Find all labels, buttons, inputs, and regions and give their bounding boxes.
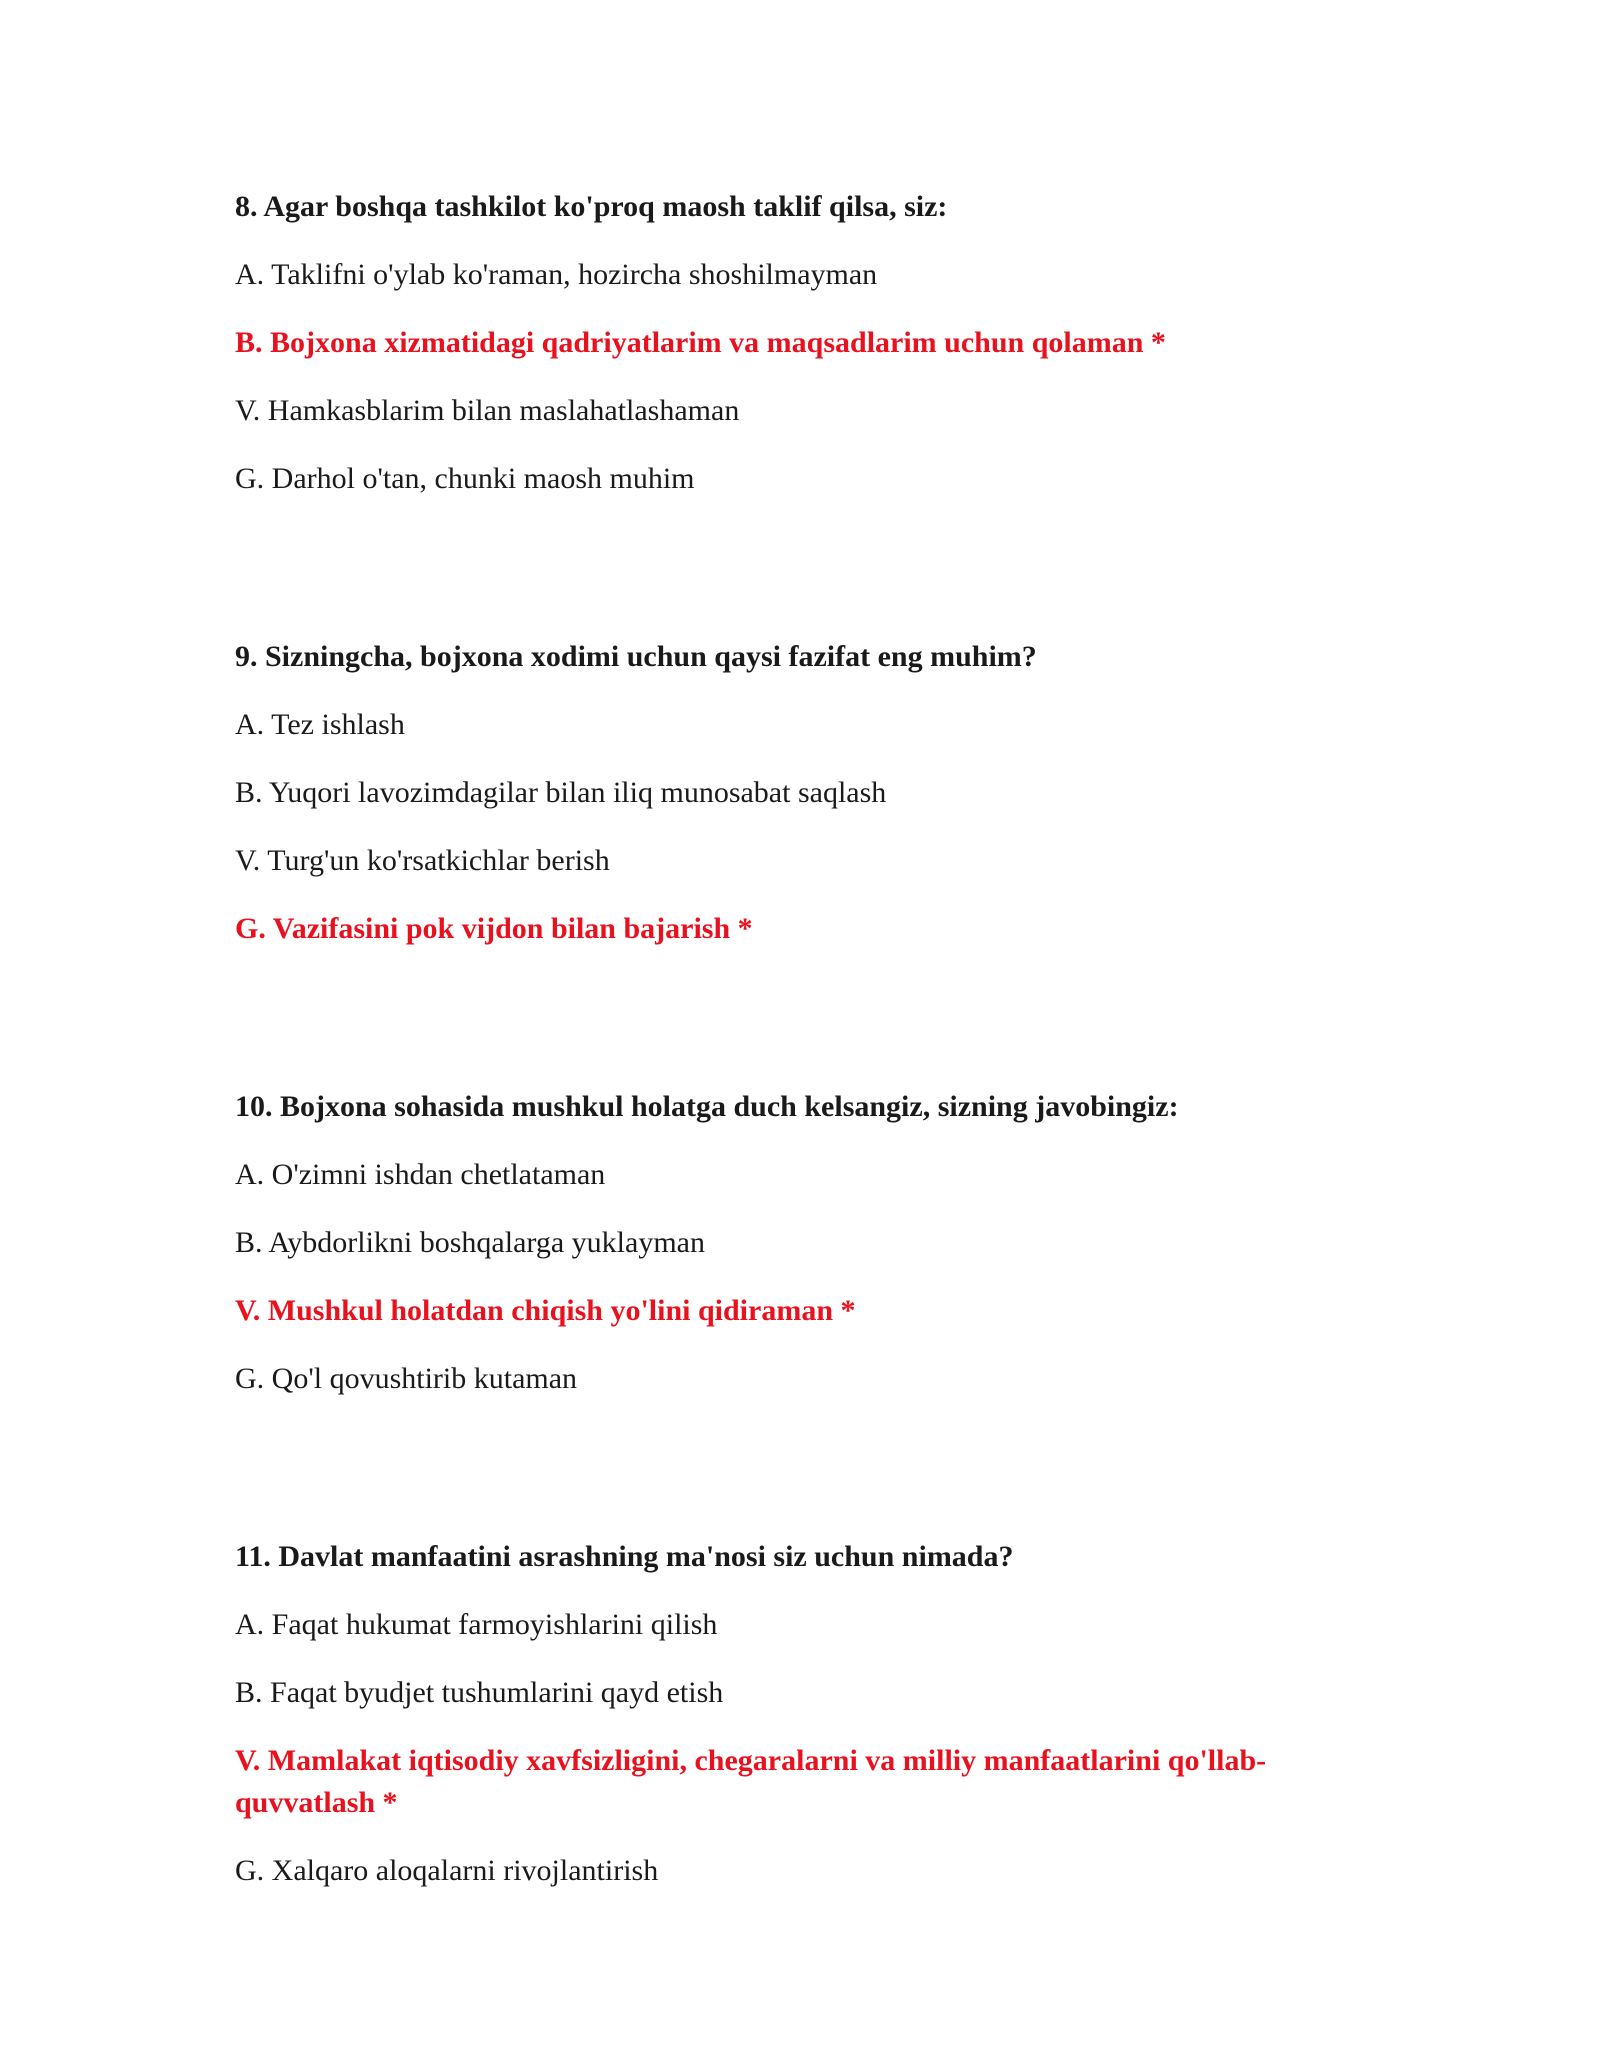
answer-option: V. Hamkasblarim bilan maslahatlashaman bbox=[235, 394, 740, 427]
document-page bbox=[235, 186, 1365, 2028]
question-11 bbox=[235, 1536, 1365, 1892]
question-9 bbox=[235, 636, 1365, 950]
answer-option: B. Aybdorlikni boshqalarga yuklayman bbox=[235, 1226, 705, 1259]
question-title: 11. Davlat manfaatini asrashning ma'nosi siz uchun nimada? bbox=[235, 1540, 1014, 1573]
question-8 bbox=[235, 186, 1365, 500]
correct-answer-option: G. Vazifasini pok vijdon bilan bajarish * bbox=[235, 912, 753, 945]
correct-answer-option: B. Bojxona xizmatidagi qadriyatlarim va maqsadlarim uchun qolaman * bbox=[235, 326, 1166, 359]
question-title: 9. Sizningcha, bojxona xodimi uchun qaysi fazifat eng muhim? bbox=[235, 640, 1037, 673]
answer-option: A. Faqat hukumat farmoyishlarini qilish bbox=[235, 1608, 718, 1641]
answer-option: A. Tez ishlash bbox=[235, 708, 405, 741]
answer-option: G. Qo'l qovushtirib kutaman bbox=[235, 1362, 578, 1395]
answer-option: B. Yuqori lavozimdagilar bilan iliq munosabat saqlash bbox=[235, 776, 887, 809]
answer-option: A. Taklifni o'ylab ko'raman, hozircha shoshilmayman bbox=[235, 258, 878, 291]
answer-option: A. O'zimni ishdan chetlataman bbox=[235, 1158, 606, 1191]
correct-answer-option: V. Mushkul holatdan chiqish yo'lini qidiraman * bbox=[235, 1294, 856, 1327]
answer-option: B. Faqat byudjet tushumlarini qayd etish bbox=[235, 1676, 724, 1709]
correct-answer-option: V. Mamlakat iqtisodiy xavfsizligini, chegaralarni va milliy manfaatlarini qo'llab-quvvatlash * bbox=[235, 1744, 1267, 1819]
question-10 bbox=[235, 1086, 1365, 1400]
answer-option: V. Turg'un ko'rsatkichlar berish bbox=[235, 844, 610, 877]
question-title: 8. Agar boshqa tashkilot ko'proq maosh taklif qilsa, siz: bbox=[235, 190, 948, 223]
answer-option: G. Xalqaro aloqalarni rivojlantirish bbox=[235, 1854, 659, 1887]
question-title: 10. Bojxona sohasida mushkul holatga duch kelsangiz, sizning javobingiz: bbox=[235, 1090, 1179, 1123]
answer-option: G. Darhol o'tan, chunki maosh muhim bbox=[235, 462, 695, 495]
